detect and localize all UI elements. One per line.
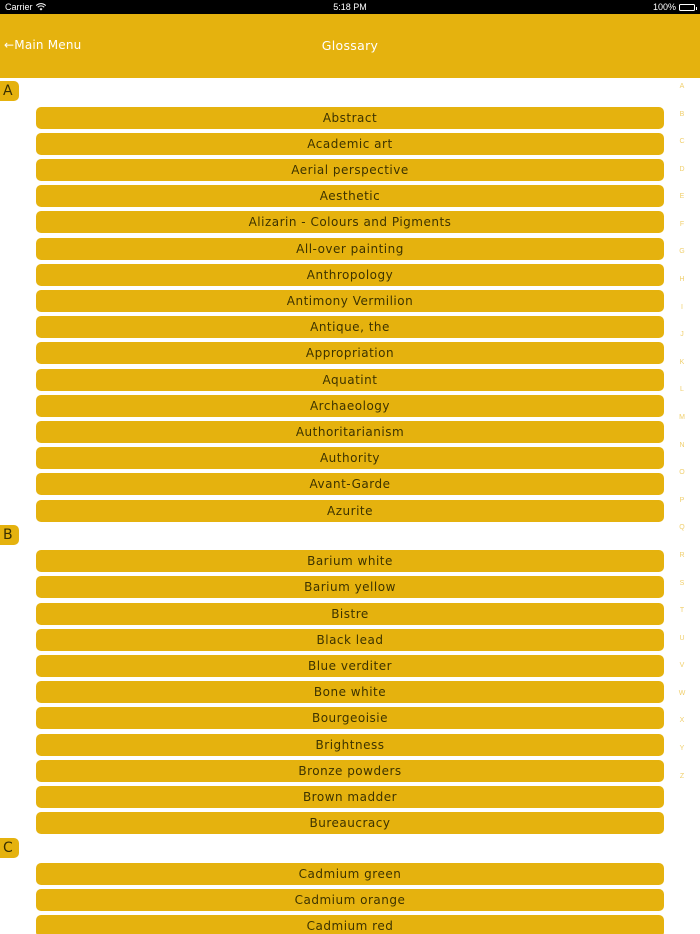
index-letter-h[interactable]: H (679, 276, 685, 283)
battery-full-icon (679, 4, 695, 11)
index-letter-x[interactable]: X (679, 717, 685, 724)
index-letter-c[interactable]: C (679, 138, 685, 145)
index-letter-t[interactable]: T (679, 607, 685, 614)
battery-percent: 100% (652, 2, 676, 12)
list-item[interactable]: Avant-Garde (36, 473, 664, 495)
index-letter-v[interactable]: V (679, 662, 685, 669)
index-letter-w[interactable]: W (678, 690, 686, 697)
list-item[interactable]: Bourgeoisie (36, 707, 664, 729)
list-item[interactable]: Barium yellow (36, 576, 664, 598)
section-header-c: C (0, 838, 19, 858)
list-item[interactable]: Aerial perspective (36, 159, 664, 181)
index-letter-u[interactable]: U (679, 635, 685, 642)
navigation-bar (0, 14, 700, 78)
glossary-list[interactable] (0, 78, 700, 934)
status-time: 5:18 PM (333, 2, 367, 12)
index-letter-k[interactable]: K (679, 359, 685, 366)
list-item[interactable]: Bureaucracy (36, 812, 664, 834)
index-letter-i[interactable]: I (681, 304, 683, 311)
list-item[interactable]: Bistre (36, 603, 664, 625)
list-item[interactable]: Anthropology (36, 264, 664, 286)
list-item[interactable]: Bone white (36, 681, 664, 703)
back-button-label: Main Menu (14, 38, 82, 52)
list-item[interactable]: Brown madder (36, 786, 664, 808)
carrier-label: Carrier (5, 2, 33, 12)
list-item[interactable]: Azurite (36, 500, 664, 522)
index-letter-b[interactable]: B (679, 111, 685, 118)
list-item[interactable]: Cadmium green (36, 863, 664, 885)
section-index-bar[interactable] (664, 78, 700, 798)
index-letter-o[interactable]: O (679, 469, 685, 476)
index-letter-l[interactable]: L (680, 386, 684, 393)
list-item[interactable]: Aesthetic (36, 185, 664, 207)
list-item[interactable]: Barium white (36, 550, 664, 572)
list-item[interactable]: Antique, the (36, 316, 664, 338)
list-item[interactable]: Cadmium orange (36, 889, 664, 911)
list-item[interactable]: Abstract (36, 107, 664, 129)
section-header-b: B (0, 525, 19, 545)
index-letter-j[interactable]: J (680, 331, 684, 338)
index-letter-p[interactable]: P (679, 497, 685, 504)
list-item[interactable]: Black lead (36, 629, 664, 651)
list-item[interactable]: All-over painting (36, 238, 664, 260)
list-item[interactable]: Alizarin - Colours and Pigments (36, 211, 664, 233)
index-letter-q[interactable]: Q (679, 524, 685, 531)
status-bar (0, 0, 700, 14)
list-item[interactable]: Archaeology (36, 395, 664, 417)
index-letter-z[interactable]: Z (679, 773, 685, 780)
index-letter-r[interactable]: R (679, 552, 685, 559)
list-item[interactable]: Appropriation (36, 342, 664, 364)
list-item[interactable]: Aquatint (36, 369, 664, 391)
page-title: Glossary (321, 38, 379, 53)
index-letter-f[interactable]: F (679, 221, 685, 228)
list-item[interactable]: Bronze powders (36, 760, 664, 782)
back-arrow-icon: ← (4, 38, 15, 52)
list-item[interactable]: Authoritarianism (36, 421, 664, 443)
list-item[interactable]: Academic art (36, 133, 664, 155)
index-letter-m[interactable]: M (679, 414, 685, 421)
index-letter-s[interactable]: S (679, 580, 685, 587)
list-item[interactable]: Authority (36, 447, 664, 469)
index-letter-e[interactable]: E (679, 193, 685, 200)
list-item[interactable]: Cadmium red (36, 915, 664, 934)
index-letter-n[interactable]: N (679, 442, 685, 449)
list-item[interactable]: Blue verditer (36, 655, 664, 677)
list-item[interactable]: Antimony Vermilion (36, 290, 664, 312)
index-letter-a[interactable]: A (679, 83, 685, 90)
index-letter-d[interactable]: D (679, 166, 685, 173)
index-letter-y[interactable]: Y (679, 745, 685, 752)
index-letter-g[interactable]: G (679, 248, 685, 255)
battery-group (653, 2, 695, 12)
section-header-a: A (0, 81, 19, 101)
list-item[interactable]: Brightness (36, 734, 664, 756)
